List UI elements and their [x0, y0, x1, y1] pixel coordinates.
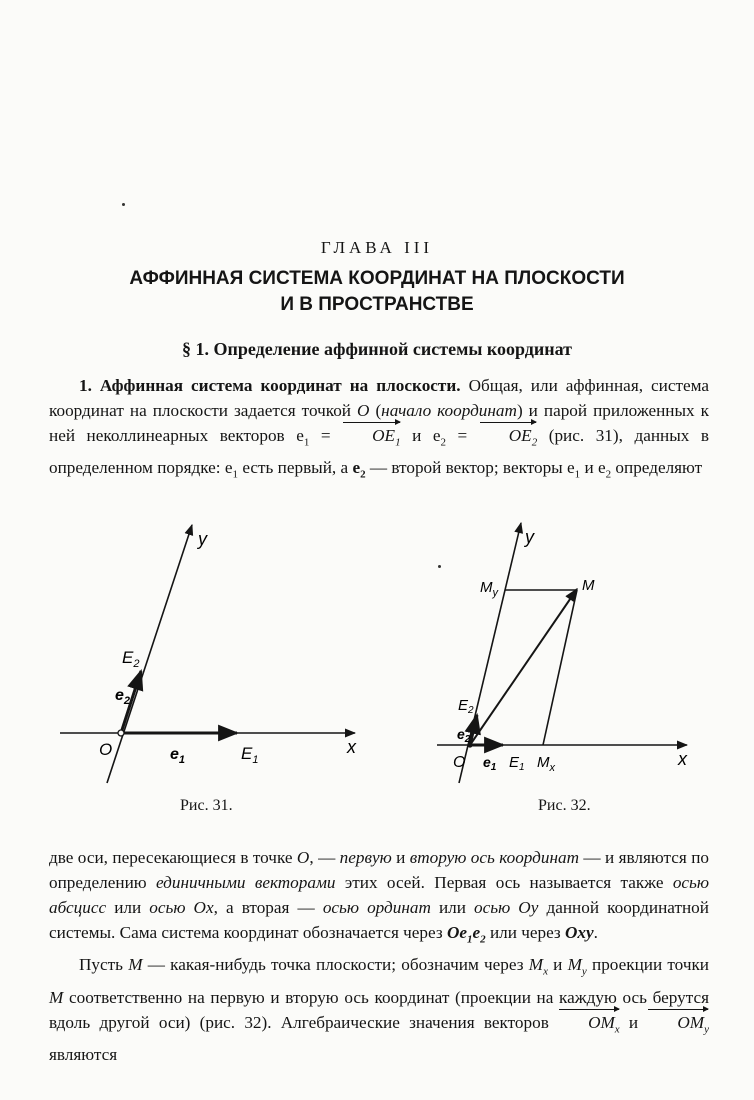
text-run: две оси, пересекающиеся в точке — [49, 848, 297, 867]
term-ordinate: осью ординат — [322, 898, 431, 917]
term-axis-oy: осью Oy — [474, 898, 539, 917]
math-Oxy: Oxy — [565, 923, 594, 942]
text-run: — второй вектор; векторы — [365, 458, 568, 478]
math-e1-def: $e_1 = OE_1$ — [296, 426, 400, 445]
chapter-title-line1: АФФИННАЯ СИСТЕМА КООРДИНАТ НА ПЛОСКОСТИ — [129, 268, 625, 289]
math-e2: $e_2$ — [597, 458, 612, 481]
text-run: и — [580, 458, 598, 478]
text-run: данной координатной системы. Сама система координат обозначается через — [49, 898, 709, 942]
math-O: O — [296, 848, 310, 867]
term-abscissa: осью абсцисс — [49, 873, 709, 917]
term-origin: начало координат — [381, 401, 517, 420]
label-My: $M_y$ — [480, 579, 498, 599]
term-axis-ox: осью Ox — [149, 898, 214, 917]
text-run: и — [400, 426, 433, 445]
text-run: . — [593, 923, 598, 942]
text-run: являются — [49, 1045, 118, 1065]
math-e2-def: $e_2 = OE_2$ — [433, 426, 537, 445]
text-run: соответственно на первую и вторую ось координат (проекции на каждую ось берутся вдоль другой оси) (рис. 32). Алгебраические значения векторов — [49, 987, 709, 1032]
text-run: или — [106, 898, 150, 917]
label-O: O — [453, 754, 466, 771]
math-vector-OMy: $OM_y$ — [647, 1010, 709, 1042]
text-run: и — [391, 848, 410, 867]
text-run: определяют — [611, 458, 703, 478]
label-E1: $E_1$ — [241, 744, 259, 766]
label-e1: $e_1$ — [483, 754, 497, 773]
math-vector-OMx: $OM_x$ — [558, 1010, 620, 1042]
label-Mx: $M_x$ — [537, 754, 555, 774]
text-run: этих осей. Первая ось называется также — [335, 873, 673, 892]
label-E2: $E_2$ — [458, 697, 474, 716]
label-e2: $e_2$ — [115, 687, 131, 707]
text-run: Общая, или аффинная, система координат на плоскости задается точкой — [49, 376, 710, 420]
text-run: , — — [309, 848, 340, 867]
label-O: O — [99, 740, 113, 759]
label-x: x — [678, 749, 687, 769]
chapter-number: ГЛАВА III — [320, 238, 434, 257]
label-y: y — [198, 529, 207, 549]
math-e1: $e_1$ — [224, 458, 239, 481]
subsection-lead: 1. Аффинная система координат на плоскости. — [79, 376, 461, 395]
math-O: O — [357, 401, 370, 420]
math-M: M — [49, 987, 64, 1007]
figure-32-caption: Рис. 32. — [538, 797, 591, 814]
paragraph-2 — [49, 845, 709, 1067]
text-run: Пусть — [79, 955, 129, 975]
math-My: $M_y$ — [567, 955, 587, 978]
label-E2: $E_2$ — [122, 648, 140, 670]
text-run: ( — [369, 401, 382, 420]
label-e2: $e_2$ — [457, 726, 471, 745]
text-run: и — [547, 955, 568, 975]
label-M: M — [582, 577, 595, 594]
text-run: , а вторая — — [213, 898, 323, 917]
paragraph-1 — [49, 373, 709, 488]
section-title: § 1. Определение аффинной системы координат — [181, 339, 573, 359]
text-run: или — [430, 898, 475, 917]
figure-31-caption: Рис. 31. — [180, 797, 233, 814]
chapter-title — [0, 266, 754, 318]
math-e1: $e_1$ — [567, 458, 581, 481]
text-run: и — [619, 1012, 648, 1032]
label-y: y — [525, 527, 534, 547]
text-run: — какая-нибудь точка плоскости; обозначим через — [142, 955, 529, 975]
math-Oe1e2: $Oe_1e_2$ — [446, 923, 486, 946]
term-unit-vectors: единичными векторами — [155, 873, 336, 892]
label-x: x — [347, 737, 356, 757]
y-axis — [107, 525, 192, 783]
math-e2: $e_2$ — [352, 458, 366, 481]
text-run: ) и парой приложенных к ней неколлинеарных векторов — [49, 401, 709, 445]
scan-speck — [122, 203, 125, 206]
text-run: (рис. 31), данных в определенном порядке: — [49, 426, 710, 478]
text-run: или через — [485, 923, 565, 942]
figure-32 — [425, 515, 725, 790]
term-second-axis: вторую ось координат — [409, 848, 579, 867]
origin-point — [118, 730, 124, 736]
figure-31 — [55, 515, 375, 790]
term-first: первую — [339, 848, 392, 867]
math-Mx: $M_x$ — [528, 955, 548, 978]
label-E1: $E_1$ — [509, 754, 525, 773]
label-e1: $e_1$ — [170, 746, 186, 766]
math-M: M — [128, 955, 143, 975]
chapter-title-line2: И В ПРОСТРАНСТВЕ — [280, 294, 474, 315]
text-run: есть первый, а — [238, 458, 353, 478]
text-run: — и являются по определению — [49, 848, 709, 892]
text-run: проекции точки — [586, 955, 710, 975]
